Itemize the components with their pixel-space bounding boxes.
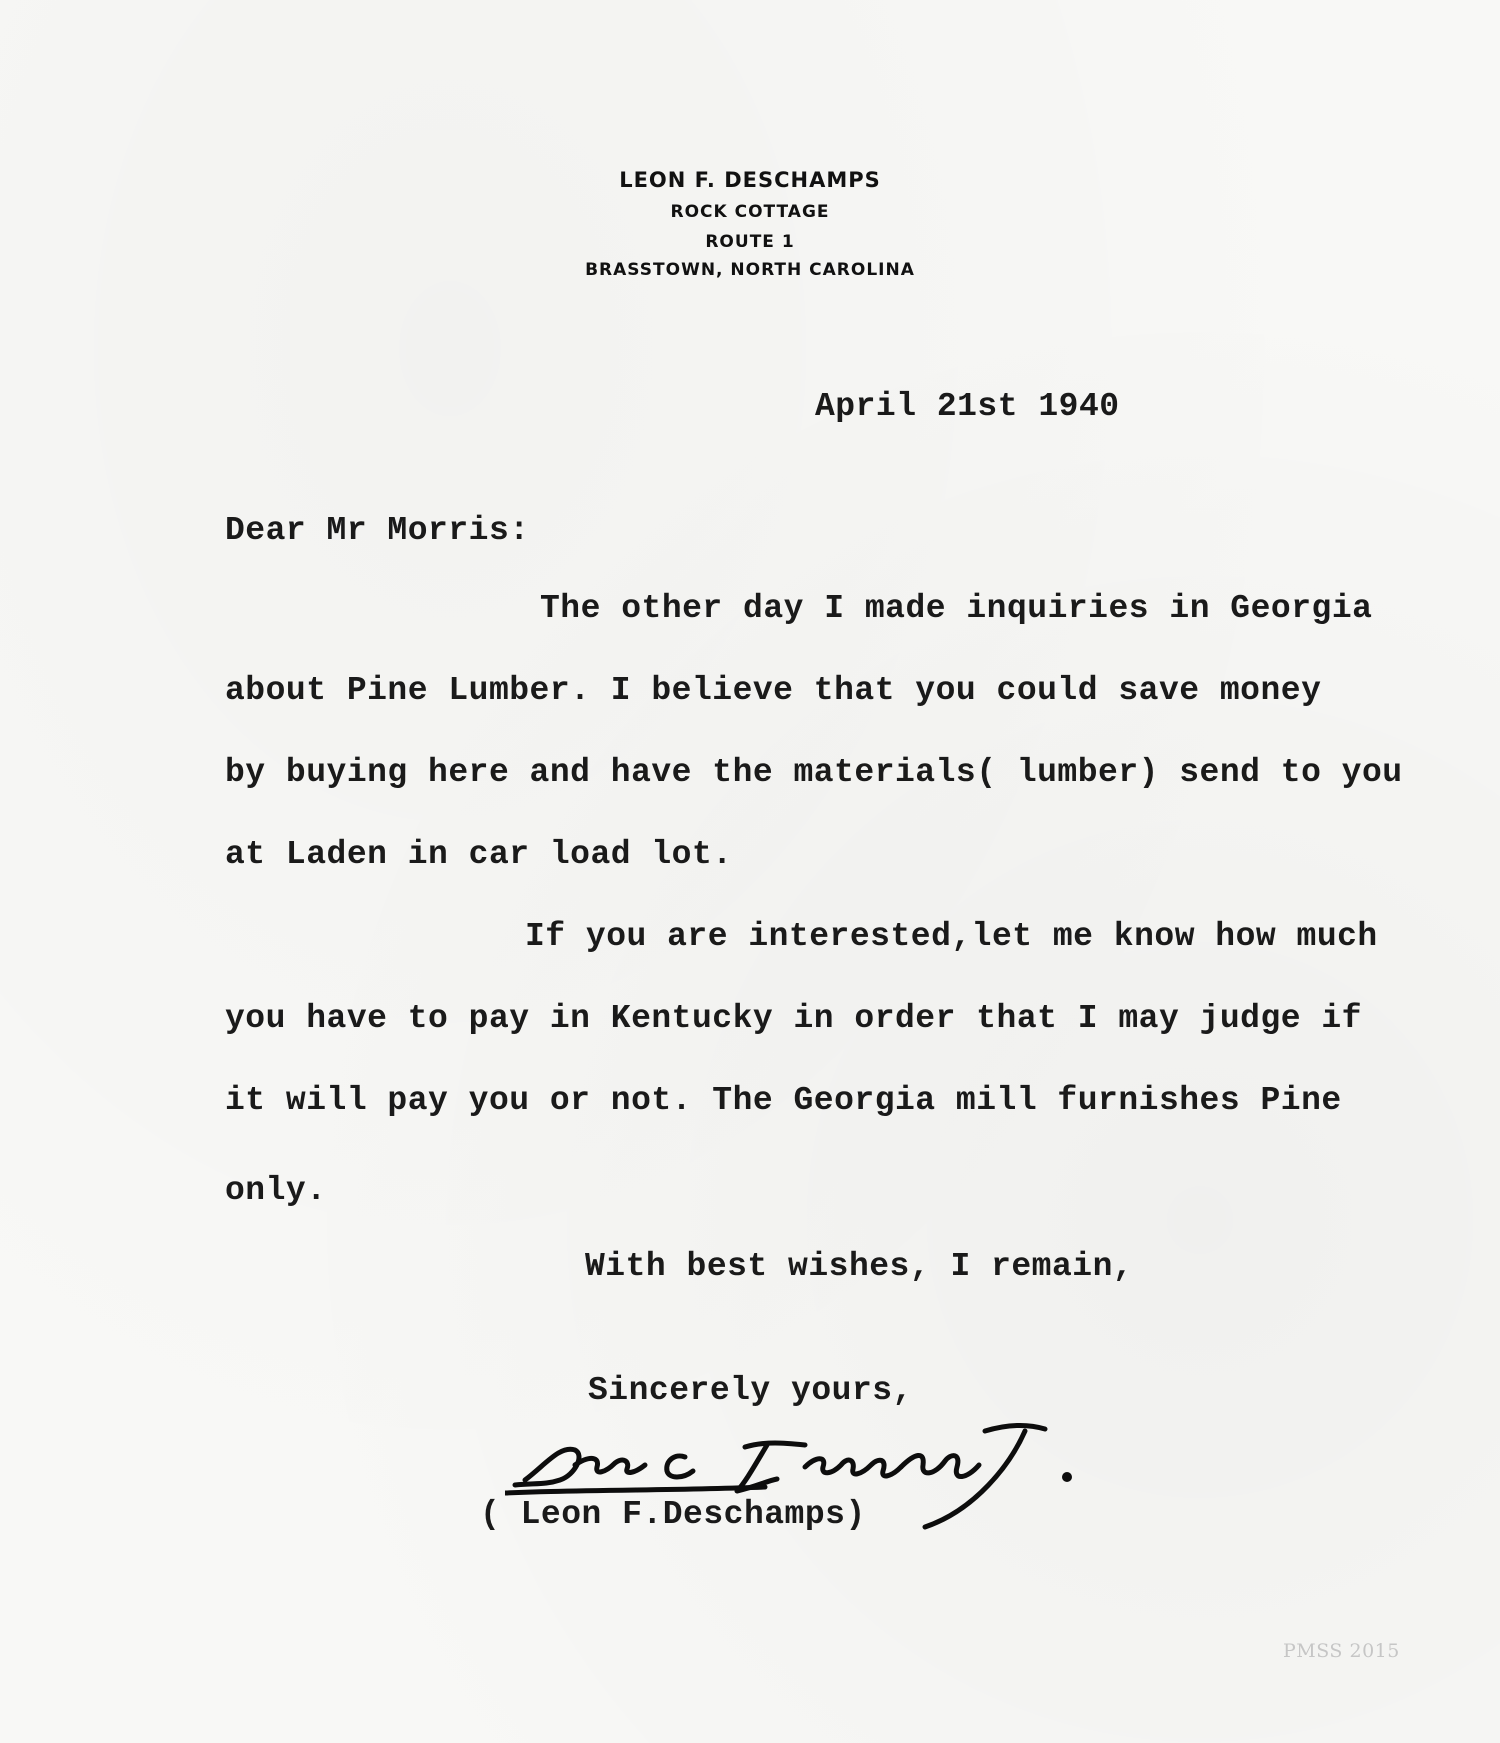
paragraph-2-line-4: only. <box>225 1172 327 1209</box>
paragraph-1-line-3: by buying here and have the materials( lumber) send to you <box>225 754 1403 791</box>
paragraph-2-line-2: you have to pay in Kentucky in order that I may judge if <box>225 1000 1362 1037</box>
paragraph-1-line-4: at Laden in car load lot. <box>225 836 733 873</box>
paragraph-1-line-1: The other day I made inquiries in Georgia <box>540 590 1373 627</box>
letterhead-name: LEON F. DESCHAMPS <box>619 168 881 192</box>
letterhead-address-line-3: BRASSTOWN, NORTH CAROLINA <box>585 260 915 280</box>
paragraph-2-line-3: it will pay you or not. The Georgia mill furnishes Pine <box>225 1082 1342 1119</box>
signoff: Sincerely yours, <box>588 1372 913 1409</box>
archive-watermark: PMSS 2015 <box>1283 1640 1400 1662</box>
paragraph-2-line-1: If you are interested,let me know how much <box>525 918 1378 955</box>
closing-line: With best wishes, I remain, <box>585 1248 1134 1285</box>
typed-signer-name: ( Leon F.Deschamps) <box>480 1496 866 1533</box>
paragraph-1-line-2: about Pine Lumber. I believe that you could save money <box>225 672 1322 709</box>
letterhead-address-line-1: ROCK COTTAGE <box>670 202 830 222</box>
salutation: Dear Mr Morris: <box>225 512 530 549</box>
letter-date: April 21st 1940 <box>815 388 1120 425</box>
letterhead-address-line-2: ROUTE 1 <box>705 232 795 252</box>
